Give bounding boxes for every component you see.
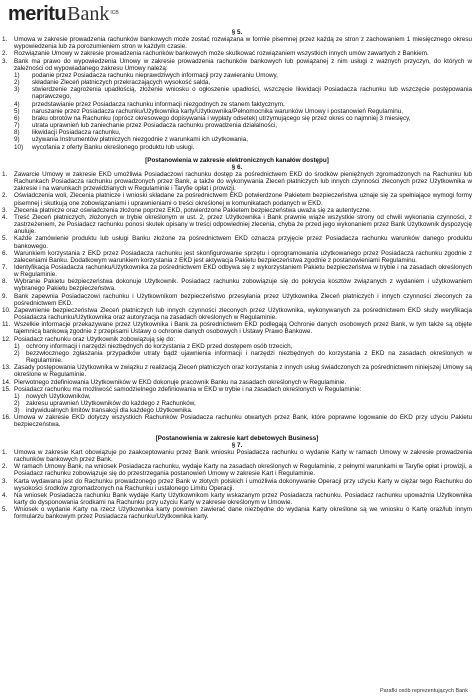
paragraph	[2, 293, 472, 307]
section-6-subitems-12	[2, 343, 472, 364]
paragraph	[2, 336, 472, 343]
list-item-text: zakresu uprawnień Użytkowników do każdego z Rachunków,	[26, 399, 196, 407]
paragraph-text: Oświadczenia woli, Zlecenia płatnicze i wnioski składane za pośrednictwem EKD potwierdzone Pakietem bezpieczeństwa uznaje się za spełniające wymogi formy pisemnej i skutkują one zobowiązaniami i uprawnieniami o treści określonej w komunikatach podanych w EKD.	[14, 192, 472, 207]
list-item	[2, 144, 472, 151]
paragraph-text: Zlecenia płatnicze oraz oświadczenia złożone poprzez EKD, potwierdzone Pakietem bezpieczeństwa uważa się za autentyczne.	[14, 206, 372, 214]
paragraph-text: Na wniosek Posiadacza rachunku Bank wydaje Karty Użytkownikom karty wskazanym przez Posiadacza rachunku. Posiadacz rachunku upoważnia Użytkownika karty do dysponowania środkami na Rachunku przy użyciu Karty w zakresie określonym w Umowie.	[14, 491, 472, 506]
paragraph-number: 13.	[2, 364, 11, 372]
paragraph-text: Wniosek o wydanie Karty na rzecz Użytkownika karty powinien zawierać dane niezbędne do wydania Karty określone są we wniosku o Kartę oraz/lub innym formularzu bankowym przez Posiadacza rachunku/Użytkownika karty.	[14, 506, 472, 521]
paragraph-number: 11.	[2, 321, 11, 329]
paragraph-number: 2.	[2, 50, 8, 58]
section-5-title: § 5.	[231, 29, 243, 36]
logo-text-meritu: meritu	[8, 3, 67, 25]
list-item-number: 2)	[14, 399, 20, 407]
footer-initials-caption: Parafki osób reprezentujących Bank	[379, 688, 468, 694]
paragraph-text: Zawarcie Umowy w zakresie EKD umożliwia Posiadaczowi rachunku dostęp za pośrednictwem EKD do środków pieniężnych zgromadzonych na Rachunku lub Rachunkach Posiadacza rachunku prowadzonych przez Bank, a także do wykonywania Zleceń płatniczych lub innych czynności zleconych przez Użytkownika w zakresie i na warunkach przewidzianych w Regulaminie i Taryfie opłat i prowizji.	[14, 170, 472, 193]
list-item	[2, 72, 472, 79]
list-item	[2, 350, 472, 364]
paragraph-text: Wszelkie informacje przekazywane przez Użytkownika i Bank za pośrednictwem EKD podlegają Ochronie danych osobowych przez Bank, w tym także są objęte tajemnicą bankową zgodnie z przepisami Ustawy o ochronie danych osobowych i Ustawy Prawo Bankowe.	[14, 321, 472, 336]
section-6-items-b	[2, 364, 472, 393]
list-item-number: 1)	[14, 392, 20, 400]
paragraph-text: Identyfikacja Posiadacza rachunku/Użytkownika za pośrednictwem EKD odbywa się z wykorzystaniem Pakietu bezpieczeństwa w trybie i na zasadach określonych w Regulaminie.	[14, 264, 472, 279]
paragraph-number: 1.	[2, 36, 8, 44]
list-item-number: 1)	[14, 71, 20, 79]
list-item-number: 3)	[14, 407, 20, 415]
paragraph	[2, 379, 472, 386]
paragraph-text: Zasady postępowania Użytkownika w związku z realizacją Zleceń płatniczych oraz korzystania z innych usług świadczonych za pośrednictwem niniejszej Umowy są określone w Regulaminie.	[14, 364, 472, 379]
list-item	[2, 393, 472, 400]
list-item-text: naruszanie przez Posiadacza rachunku/Użytkownika karty/Użytkownika/Pełnomocnika warunków Umowy i postanowień Regulaminu,	[32, 107, 403, 115]
list-item-number: 5)	[14, 107, 20, 115]
section-7-heading: [Postanowienia w zakresie kart debetowych Business]	[155, 434, 319, 442]
paragraph	[2, 235, 472, 249]
list-item	[2, 115, 472, 122]
paragraph	[2, 364, 472, 378]
section-7-title: § 7.	[231, 441, 243, 449]
list-item	[2, 86, 472, 100]
paragraph-text: Umowa w zakresie Kart obowiązuje po zaakceptowaniu przez Bank wniosku Posiadacza rachunku o wydanie Karty w ramach Umowy w zakresie prowadzenia rachunków bankowych przez Bank.	[14, 448, 472, 464]
paragraph-number: 1.	[2, 170, 8, 178]
list-item-text: likwidacji Posiadacza rachunku,	[32, 129, 121, 137]
paragraph-text: Karta wydawana jest do Rachunku prowadzonego przez Bank w złotych polskich i umożliwia dokonywanie Operacji przy użyciu Karty w ciężar tego Rachunku do wysokości środków zgromadzonych na Rachunku i ustalonego Limitu Operacji.	[14, 477, 472, 492]
paragraph	[2, 492, 472, 506]
paragraph-text: Umowa w zakresie EKD dotyczy wszystkich Rachunków Posiadacza rachunku otwartych przez Bank, które poprawne logowanie do EKD przy użyciu Pakietu bezpieczeństwa.	[14, 414, 472, 429]
paragraph	[2, 506, 472, 520]
document-body	[2, 29, 472, 520]
paragraph-number: 2.	[2, 192, 8, 200]
section-5-items	[2, 36, 472, 72]
paragraph-text: Wybranie Pakietu bezpieczeństwa dokonuje Użytkownik. Posiadacz rachunku zobowiązuje się do pokrycia kosztów związanych z wydaniem i użytkowaniem wybranego Pakietu bezpieczeństwa.	[14, 278, 472, 293]
list-item	[2, 136, 472, 143]
paragraph-number: 8.	[2, 278, 8, 286]
list-item-text: indywidualnych limitów transakcji dla każdego Użytkownika.	[26, 407, 193, 415]
paragraph	[2, 58, 472, 72]
paragraph-number: 15.	[2, 385, 11, 393]
paragraph-text: Każde zamówienie produktu lub usługi Banku złożone za pośrednictwem EKD oznacza przyjęcie przez Posiadacza rachunku warunków danego produktu bankowego.	[14, 235, 472, 250]
paragraph	[2, 171, 472, 192]
section-6-items-c	[2, 414, 472, 428]
list-item-text: przedstawianie przez Posiadacza rachunku informacji niezgodnych ze stanem faktycznym,	[32, 100, 285, 108]
list-item	[2, 101, 472, 108]
paragraph	[2, 264, 472, 278]
paragraph	[2, 36, 472, 50]
list-item-number: 6)	[14, 114, 20, 122]
paragraph	[2, 50, 472, 57]
section-6-items	[2, 171, 472, 343]
paragraph-text: Treść Zleceń płatniczych, złożonych w trybie określonym w ust. 2, przez Użytkownika i Bank prawnie wiąże wszystkie strony od chwili wykonania czynności, z zastrzeżeniem, że Posiadacz rachunku ponosi skutek opisany w treści odpowiedniej zlecenia, chyba że przed jego wykonaniem przez Bank Użytkownik dyspozycję anuluje.	[14, 213, 472, 236]
list-item-text: stwierdzenie zagrożenia upadłością, złożenie wniosku o ogłoszenie upadłości, wszczęcie likwidacji Posiadacza rachunku lub wszczęcie postępowania naprawczego,	[32, 86, 472, 101]
paragraph	[2, 278, 472, 292]
paragraph-number: 5.	[2, 235, 8, 243]
merit-bank-logo	[8, 4, 119, 26]
paragraph-text: Rozwiązanie Umowy w zakresie prowadzenia rachunków bankowych może skutkować rozwiązaniem wszystkich innych umów zawartych z Bankiem.	[14, 50, 429, 58]
list-item	[2, 108, 472, 115]
paragraph	[2, 449, 472, 463]
paragraph-number: 4.	[2, 213, 8, 221]
paragraph	[2, 478, 472, 492]
paragraph	[2, 250, 472, 264]
list-item	[2, 79, 472, 86]
list-item-text: nowych Użytkowników,	[26, 392, 91, 400]
list-item-text: wycofania z oferty Banku określonego produktu lub usługi.	[32, 143, 195, 151]
paragraph-number: 9.	[2, 292, 8, 300]
list-item	[2, 400, 472, 407]
section-6-heading: [Postanowienia w zakresie elektronicznych kanałów dostępu]	[145, 156, 329, 164]
list-item	[2, 122, 472, 129]
list-item-number: 8)	[14, 129, 20, 137]
list-item-number: 10)	[14, 143, 24, 151]
list-item-number: 3)	[14, 86, 20, 94]
paragraph-number: 14.	[2, 378, 11, 386]
list-item-text: utrata uprawnień lub zaniechanie przez Posiadacza rachunku prowadzenia działalności,	[32, 122, 278, 130]
list-item-text: braku obrotów na Rachunku (oprócz okresowego dopisywania i wypłaty odsetek) utrzymującego się przez okres co najmniej 3 miesięcy,	[32, 114, 411, 122]
list-item-number: 2)	[14, 79, 20, 87]
paragraph-number: 4.	[2, 491, 8, 499]
section-6-title: § 6.	[231, 163, 243, 171]
paragraph	[2, 207, 472, 214]
paragraph	[2, 214, 472, 235]
paragraph-number: 6.	[2, 249, 8, 257]
list-item	[2, 343, 472, 350]
list-item-number: 2)	[14, 349, 20, 357]
paragraph-number: 2.	[2, 463, 8, 471]
list-item-text: używania Instrumentów płatniczych niezgodnie z warunkami ich użytkowania,	[32, 136, 248, 144]
logo-text-icb: ICB	[110, 10, 119, 16]
list-item	[2, 407, 472, 414]
paragraph-text: Zapewnienie bezpieczeństwa Zleceń płatniczych lub innych czynności zleconych przez Użytkownika, wykonywanych za pośrednictwem EKD służy weryfikacja Posiadacza rachunku/Użytkownika oraz autoryzacja na zasadach określonych w Regulaminie.	[14, 306, 472, 322]
paragraph	[2, 463, 472, 477]
paragraph-text: Bank zapewnia Posiadaczowi rachunku i Użytkownikom bezpieczeństwo przesyłania przez Użytkownika Zleceń płatniczych i innych czynności zleconych za pośrednictwem EKD.	[14, 292, 472, 307]
paragraph-number: 3.	[2, 477, 8, 485]
paragraph-number: 7.	[2, 264, 8, 271]
section-5-subitems	[2, 72, 472, 151]
paragraph	[2, 192, 472, 206]
logo-text-bank: Bank	[67, 3, 110, 25]
paragraph-number: 12.	[2, 335, 11, 343]
paragraph-number: 16.	[2, 414, 11, 422]
paragraph	[2, 386, 472, 393]
list-item-number: 9)	[14, 136, 20, 144]
paragraph-text: Posiadacz rachunku ma możliwość samodzielnego zdefiniowania w EKD w trybie i na zasadach określonych w Regulaminie:	[14, 385, 362, 393]
list-item-number: 7)	[14, 122, 20, 130]
paragraph-text: W ramach Umowy Bank, na wniosek Posiadacza rachunku, wydaje Karty na zasadach określonych w Regulaminie, z pełnymi warunkami w Taryfie opłat i prowizji, a Posiadacz rachunku zobowiązuje się do przestrzegania postanowień Umowy w zakresie Kart i Regulaminie.	[14, 463, 472, 478]
list-item-number: 4)	[14, 100, 20, 108]
list-item	[2, 129, 472, 136]
list-item-text: ochrony informacji i narzędzi niezbędnych do korzystania z EKD przed dostępem osób trzecich,	[26, 342, 293, 350]
paragraph-text: Posiadacz rachunku oraz Użytkownik zobowiązują się do:	[14, 335, 176, 343]
paragraph-number: 3.	[2, 206, 8, 214]
paragraph-text: Pierwotnego zdefiniowania Użytkowników w EKD dokonuje pracownik Banku na zasadach określonych w Regulaminie.	[14, 378, 347, 386]
list-item-text: podanie przez Posiadacza rachunku nieprawdziwych informacji przy zawieraniu Umowy,	[32, 71, 278, 79]
section-7-items	[2, 449, 472, 521]
list-item-text: składanie Zleceń płatniczych przekraczających wysokość salda,	[32, 79, 211, 87]
paragraph-number: 1.	[2, 448, 8, 456]
paragraph-number: 5.	[2, 506, 8, 514]
list-item-text: bezzwłocznego zgłaszania przypadków utraty bądź ujawnienia informacji i narzędzi niezbędnych do korzystania z EKD na zasadach określonych w Regulaminie.	[26, 349, 472, 365]
paragraph	[2, 414, 472, 428]
section-6-subitems-15	[2, 393, 472, 414]
list-item-number: 1)	[14, 342, 20, 350]
paragraph-text: Umowa w zakresie prowadzenia rachunków bankowych może zostać rozwiązana w formie pisemnej przez każdą ze stron z zachowaniem 1 miesięcznego okresu wypowiedzenia lub za porozumieniem stron w każdym czasie.	[14, 36, 472, 51]
paragraph-text: Warunkiem korzystania z EKD przez Posiadacza rachunku jest skonfigurowanie sprzętu i oprogramowania użytkowanego przez Posiadacza rachunku zgodnie z zaleceniami Banku. Dodatkowym warunkiem korzystania z EKD jest aktywacja Pakietu bezpieczeństwa zgodnie z postanowieniami Regulaminu.	[14, 249, 472, 264]
paragraph-number: 3.	[2, 57, 8, 65]
paragraph-text: Bank ma prawo do wypowiedzenia Umowy w zakresie prowadzenia rachunków bankowych lub powiązanej z nim usługi z ważnych przyczyn, do których w zależności od wypowiadanego zakresu Umowy należą:	[14, 57, 472, 72]
paragraph-number: 10.	[2, 306, 11, 314]
paragraph	[2, 307, 472, 321]
paragraph	[2, 321, 472, 335]
